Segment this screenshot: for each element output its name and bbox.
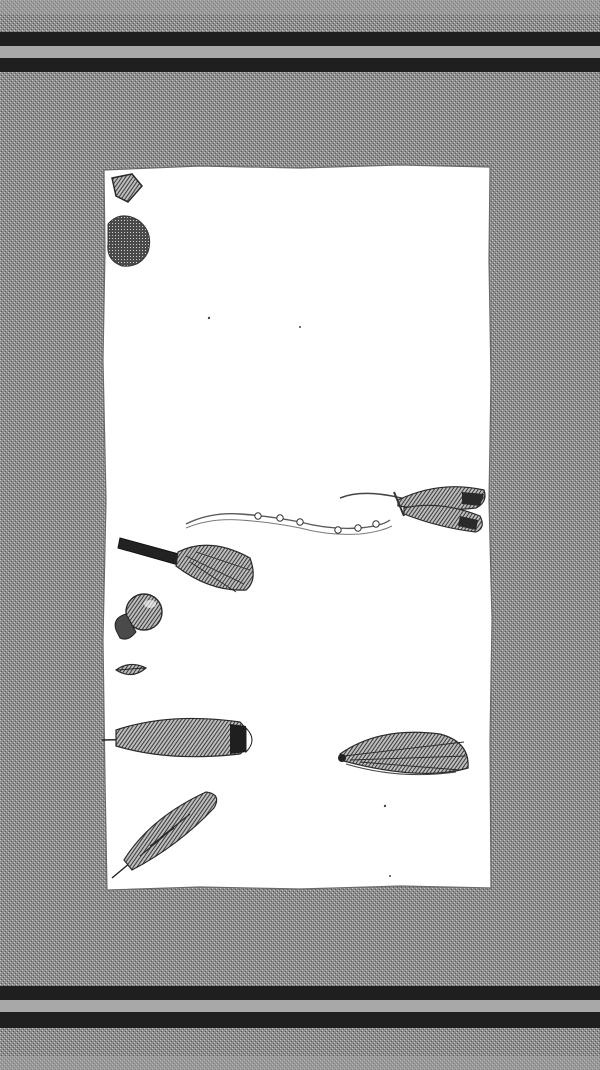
blanket-top-stripes xyxy=(0,32,600,72)
blanket-bottom-stripes xyxy=(0,986,600,1028)
